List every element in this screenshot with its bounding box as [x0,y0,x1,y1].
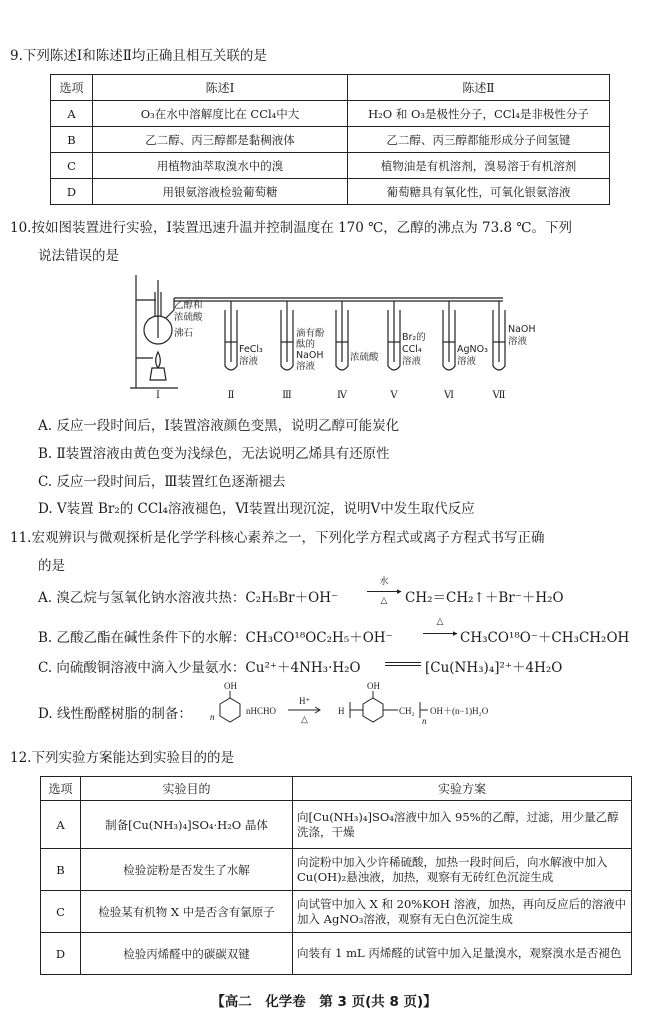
q12-opt: C [41,891,81,933]
table-row [41,849,632,891]
reaction-arrow [423,633,457,634]
q12-table [40,776,632,975]
q9-s2: 葡萄糖具有氧化性，可氧化银氨溶液 [348,179,610,205]
q9-s1: 用银氨溶液检验葡萄糖 [93,179,348,205]
q11-option-d-left: D. 线性酚醛树脂的制备： [38,706,192,722]
q12-goal: 检验某有机物 X 中是否含有氯原子 [81,891,293,933]
apparatus-numeral: Ⅰ [156,390,160,400]
q12-plan: 向装有 1 mL 丙烯醛的试管中加入足量溴水，观察溴水是否褪色 [293,933,632,975]
q9-s2: 乙二醇、丙三醇都能形成分子间氢键 [348,127,610,153]
table-row [41,891,632,933]
q10-title-line2: 说法错误的是 [38,248,119,264]
q9-title: 9.下列陈述Ⅰ和陈述Ⅱ均正确且相互关联的是 [10,48,267,64]
q11-option-c-left: C. 向硫酸铜溶液中滴入少量氨水：Cu²⁺＋4NH₃·H₂O [38,660,361,676]
cond-acid-label: H⁺ [299,696,311,706]
q9-opt: A [51,101,93,127]
resin-n-label: n [422,716,427,726]
apparatus-numeral: Ⅱ [227,390,235,400]
q11-title-line2: 的是 [38,558,65,574]
arrow-head-icon: ▸ [453,629,458,639]
q11-option-a-cond-top: 水 [379,577,389,587]
q12-plan: 向试管中加入 X 和 20%KOH 溶液，加热，再向反应后的溶液中加入 AgNO₃溶液，观察有无白色沉淀生成 [293,891,632,933]
tube6-label-1: AgNO₃ [457,344,488,355]
resin-h-label: H [338,706,345,716]
tube7-label-1: NaOH [508,324,536,335]
q11-option-a-right: CH₂＝CH₂↑＋Br⁻＋H₂O [405,590,564,606]
resin-ch2-label: CH₂ [399,706,415,716]
apparatus-numeral: Ⅶ [492,390,506,400]
q12-header-plan: 实验方案 [293,777,632,801]
stone-label: 沸石 [174,328,194,339]
phenol-n-label: n [210,712,215,722]
experiment-apparatus-figure [128,270,538,400]
q9-header-s1: 陈述Ⅰ [93,75,348,101]
tube2-label-2: 溶液 [239,356,259,367]
q12-goal: 检验淀粉是否发生了水解 [81,849,293,891]
q9-s2: 植物油是有机溶剂，溴易溶于有机溶剂 [348,153,610,179]
q9-s1: 用植物油萃取溴水中的溴 [93,153,348,179]
q12-header-goal: 实验目的 [81,777,293,801]
resin-tail-label: OH＋(n−1)H₂O [430,706,489,716]
arrow-head-icon: ▸ [397,587,402,597]
q9-s2: H₂O 和 O₃是极性分子，CCl₄是非极性分子 [348,101,610,127]
q12-plan: 向淀粉中加入少许稀硫酸，加热一段时间后，向水解液中加入 Cu(OH)₂悬浊液，加热，观察有无砖红色沉淀生成 [293,849,632,891]
q9-s1: 乙二醇、丙三醇都是黏稠液体 [93,127,348,153]
hcho-label: nHCHO [246,706,277,716]
q10-option-b: B. Ⅱ装置溶液由黄色变为浅绿色，无法说明乙烯具有还原性 [38,446,390,462]
q11-option-c-right: [Cu(NH₃)₄]²⁺＋4H₂O [425,660,563,676]
table-row [41,933,632,975]
tube5-label-1: Br₂的 [402,332,426,343]
resin-oh-label: OH [367,681,380,691]
reaction-arrow [367,591,401,592]
tube3-label-4: 溶液 [296,361,316,372]
q11-option-a-cond-bottom: △ [380,596,388,606]
q12-opt: B [41,849,81,891]
tube3-label-1: 滴有酚 [296,328,325,339]
equals-sign [385,662,421,666]
q9-header-s2: 陈述Ⅱ [348,75,610,101]
q9-opt: C [51,153,93,179]
q12-goal: 检验丙烯醛中的碳碳双键 [81,933,293,975]
tube3-label-3: NaOH [296,350,324,361]
q12-opt: A [41,801,81,849]
table-row [51,179,610,205]
phenol-oh-label: OH [224,681,237,691]
tube5-label-2: CCl₄ [402,344,422,355]
q9-table [50,74,610,205]
apparatus-numeral: Ⅵ [443,390,455,400]
flask-label-1: 乙醇和 [174,300,203,311]
table-row [51,127,610,153]
q9-opt: B [51,127,93,153]
tube3-label-2: 酞的 [296,339,316,350]
apparatus-numeral: Ⅴ [390,390,398,400]
tube7-label-2: 溶液 [508,336,528,347]
q12-plan: 向[Cu(NH₃)₄]SO₄溶液中加入 95%的乙醇，过滤，用少量乙醇洗涤，干燥 [293,801,632,849]
phenol-resin-equation [198,680,498,730]
q10-option-d: D. Ⅴ装置 Br₂的 CCl₄溶液褪色，Ⅵ装置出现沉淀，说明Ⅴ中发生取代反应 [38,501,475,517]
q12-title: 12.下列实验方案能达到实验目的的是 [10,750,234,766]
page-footer: 【高二 化学卷 第 3 页(共 8 页)】 [211,994,437,1010]
cond-heat-label: △ [301,714,308,724]
q11-option-b-right: CH₃CO¹⁸O⁻＋CH₃CH₂OH [460,630,630,646]
tube4-label: 浓硫酸 [350,352,379,363]
q12-header-option: 选项 [41,777,81,801]
table-row [41,801,632,849]
q11-option-b-left: B. 乙酸乙酯在碱性条件下的水解：CH₃CO¹⁸OC₂H₅＋OH⁻ [38,630,393,646]
q9-opt: D [51,179,93,205]
tube2-label-1: FeCl₃ [239,344,263,355]
q11-title-line1: 11.宏观辨识与微观探析是化学学科核心素养之一，下列化学方程式或离子方程式书写正确 [10,530,545,546]
flask-label-2: 浓硫酸 [174,312,203,323]
q9-header-option: 选项 [51,75,93,101]
q10-option-a: A. 反应一段时间后，Ⅰ装置溶液颜色变黑，说明乙醇可能炭化 [38,418,400,434]
apparatus-numeral: Ⅳ [337,390,347,400]
q11-option-b-cond-top: △ [436,617,444,627]
q11-option-a-left: A. 溴乙烷与氢氧化钠水溶液共热：C₂H₅Br＋OH⁻ [38,590,339,606]
table-row [51,153,610,179]
tube6-label-2: 溶液 [457,356,477,367]
tube5-label-3: 溶液 [402,356,422,367]
q10-title-line1: 10.按如图装置进行实验，Ⅰ装置迅速升温并控制温度在 170 ℃，乙醇的沸点为 73.8 ℃。下列 [10,220,572,236]
q9-s1: O₃在水中溶解度比在 CCl₄中大 [93,101,348,127]
table-row [51,101,610,127]
q12-opt: D [41,933,81,975]
q12-goal: 制备[Cu(NH₃)₄]SO₄·H₂O 晶体 [81,801,293,849]
q10-option-c: C. 反应一段时间后，Ⅲ装置红色逐渐褪去 [38,474,286,490]
apparatus-numeral: Ⅲ [282,390,292,400]
